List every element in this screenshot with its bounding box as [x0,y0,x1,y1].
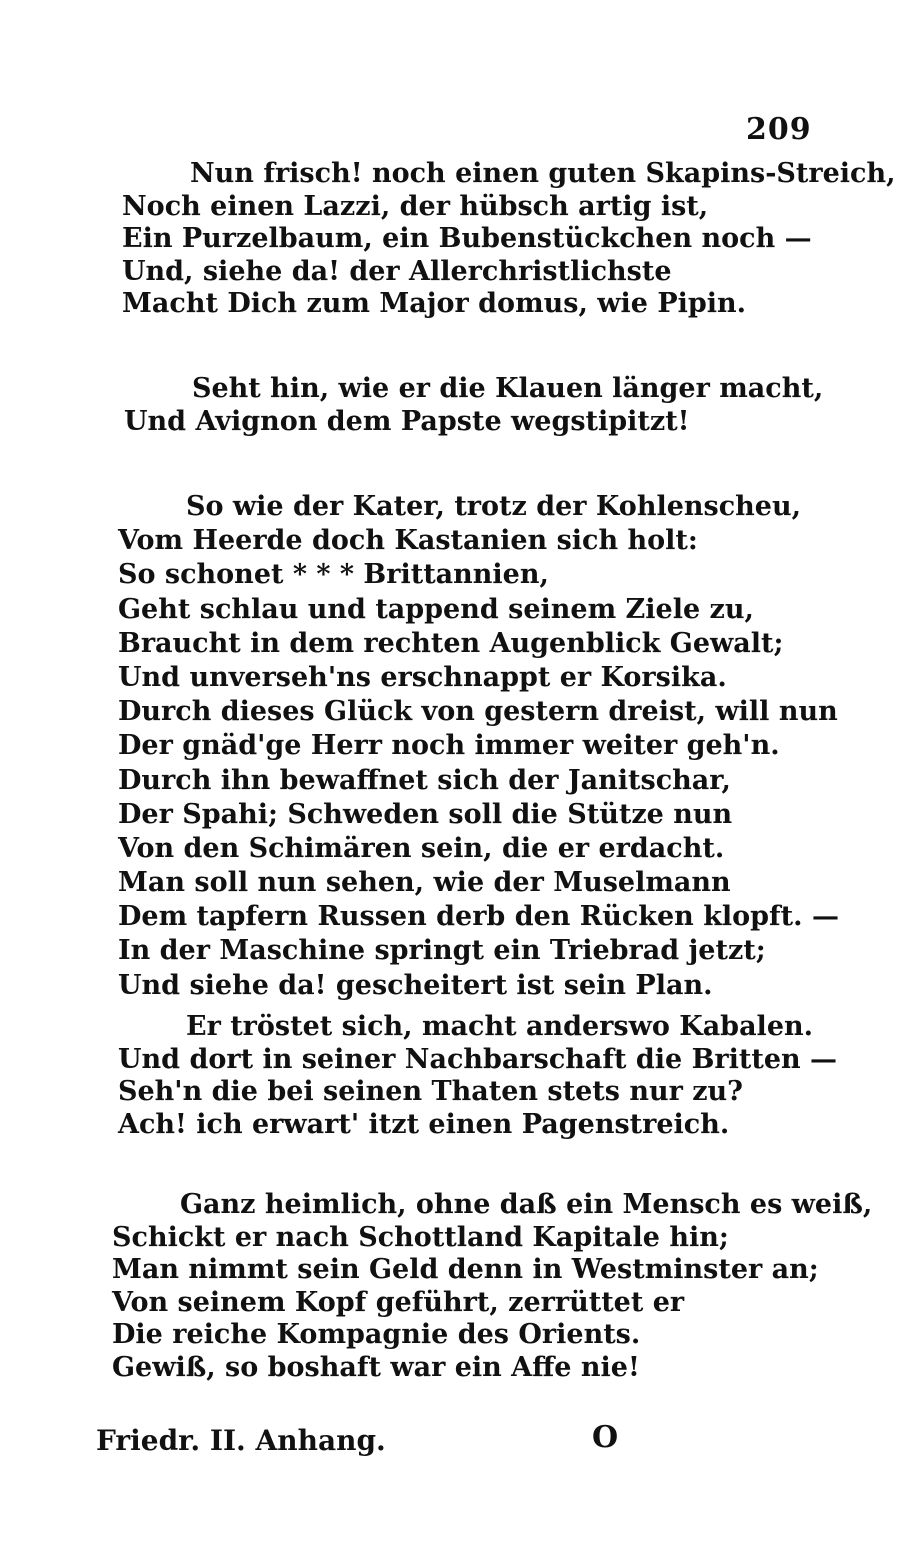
stanza [118,1011,838,1141]
verse-line: Braucht in dem rechten Augenblick Gewalt; [118,627,784,659]
verse-line: So schonet * * * Brittannien, [118,559,549,591]
verse-line: Von seinem Kopf geführt, zerrüttet er [112,1286,685,1318]
verse-line: Schickt er nach Schottland Kapitale hin; [112,1221,729,1253]
verse-line: Geht schlau und tappend seinem Ziele zu, [118,593,754,625]
signature-mark: Friedr. II. Anhang. [96,1424,386,1457]
verse-line: Und, siehe da! der Allerchristlichste [122,255,672,287]
stanza [118,490,839,1003]
verse-line: Man nimmt sein Geld denn in Westminster an; [112,1254,819,1285]
verse-line: So wie der Kater, trotz der Kohlenscheu, [186,491,801,522]
verse-line: Und siehe da! gescheitert ist sein Plan. [118,969,713,1001]
verse-line: Ach! ich erwart' itzt einen Pagenstreich. [118,1108,730,1140]
sheet-mark: O [592,1420,619,1455]
page-number: 209 [746,112,812,147]
verse-line: Die reiche Kompagnie des Orients. [112,1319,641,1350]
verse-line: Der gnäd'ge Herr noch immer weiter geh'n. [118,730,780,762]
verse-line: Nun frisch! noch einen guten Skapins-Streich, [190,158,896,189]
verse-line: Und unverseh'ns erschnappt er Korsika. [118,661,727,693]
verse-line: Durch ihn bewaffnet sich der Janitschar, [118,764,731,796]
verse-line: Und dort in seiner Nachbarschaft die Britten — [118,1043,838,1075]
verse-line: Macht Dich zum Major domus, wie Pipin. [122,288,747,319]
stanza [112,1189,873,1384]
verse-line: Gewiß, so boshaft war ein Affe nie! [112,1351,640,1383]
stanza [124,373,824,438]
verse-line: Seh'n die bei seinen Thaten stets nur zu? [118,1076,743,1107]
verse-line: Noch einen Lazzi, der hübsch artig ist, [122,190,709,222]
verse-line: Er tröstet sich, macht anderswo Kabalen. [186,1011,814,1042]
verse-line: Seht hin, wie er die Klauen länger macht, [192,373,824,404]
verse-line: Von den Schimären sein, die er erdacht. [118,832,725,864]
verse-line: Und Avignon dem Papste wegstipitzt! [124,405,690,437]
verse-line: Der Spahi; Schweden soll die Stütze nun [118,798,733,830]
verse-line: Durch dieses Glück von gestern dreist, will nun [118,696,838,728]
verse-line: Man soll nun sehen, wie der Muselmann [118,867,731,899]
verse-line: Vom Heerde doch Kastanien sich holt: [118,525,698,557]
stanza [122,158,896,321]
verse-line: Dem tapfern Russen derb den Rücken klopft. — [118,901,839,933]
verse-line: Ganz heimlich, ohne daß ein Mensch es weiß, [180,1189,873,1220]
verse-line: In der Maschine springt ein Triebrad jetzt; [118,935,766,967]
verse-line: Ein Purzelbaum, ein Bubenstückchen noch — [122,223,812,254]
